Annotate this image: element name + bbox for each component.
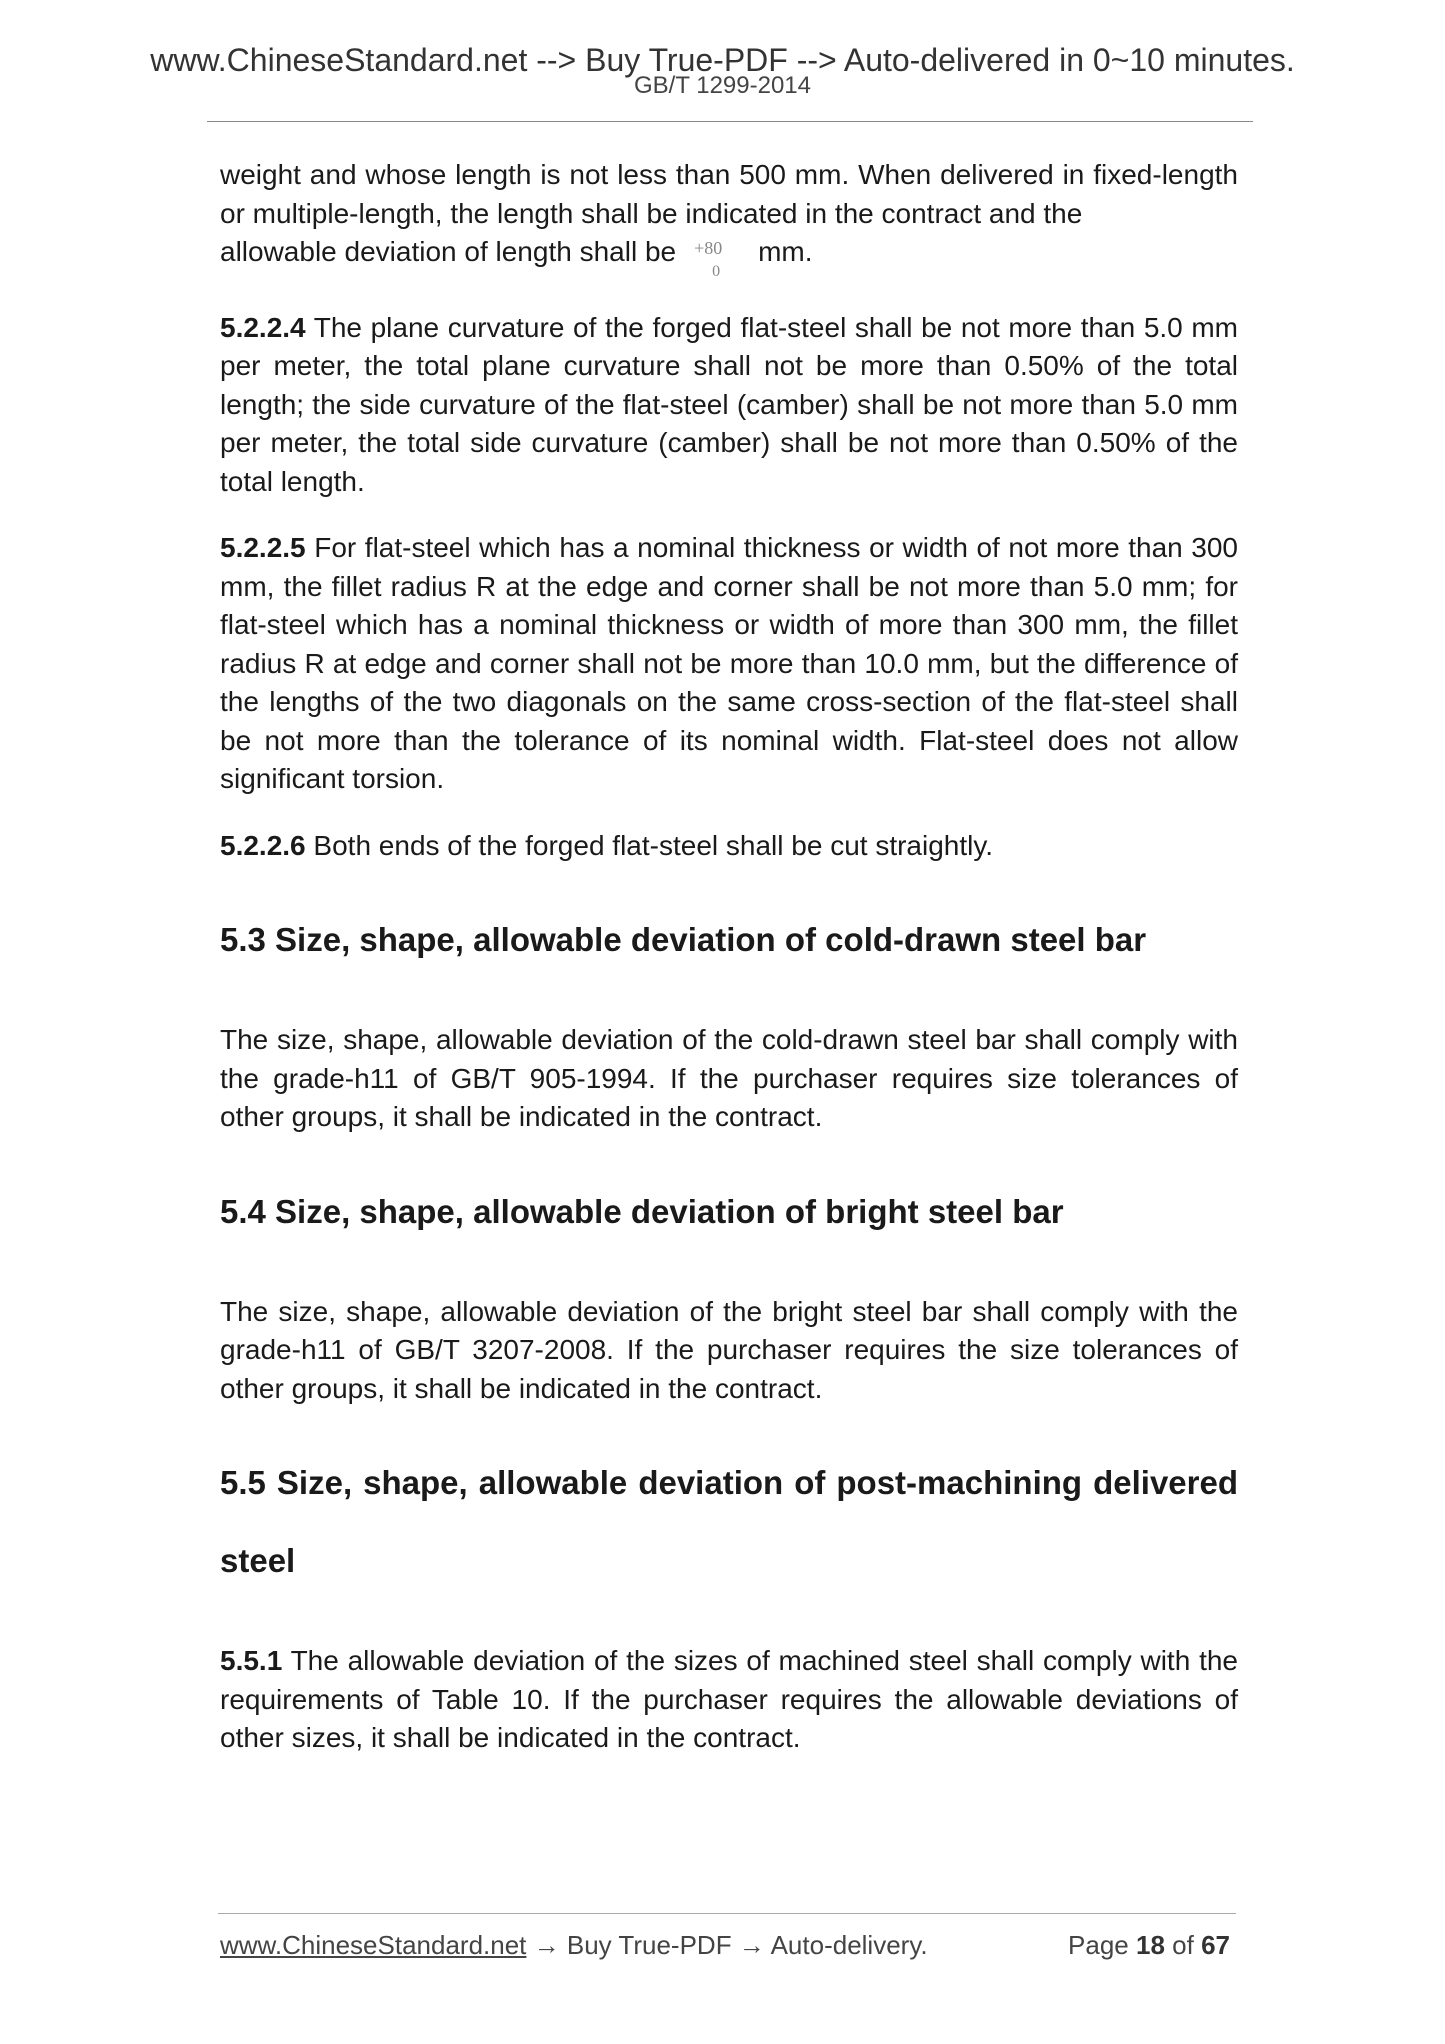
length-deviation-formula	[690, 235, 750, 280]
footer-tagline: → Buy True-PDF → Auto-delivery.	[533, 1930, 928, 1960]
clause-5-2-2-5	[220, 529, 1238, 799]
clause-number: 5.2.2.4	[220, 311, 306, 343]
section-heading-5-4: 5.4 Size, shape, allowable deviation of bright steel bar	[220, 1192, 1064, 1230]
of-label: of	[1172, 1930, 1194, 1960]
page-body	[220, 156, 1238, 1786]
section-heading-5-5: 5.5 Size, shape, allowable deviation of post-machining delivered steel	[220, 1464, 1238, 1580]
page-total: 67	[1201, 1930, 1230, 1960]
clause-5-5-1	[220, 1642, 1238, 1758]
clause-text: The plane curvature of the forged flat-steel shall be not more than 5.0 mm per meter, the total plane curvature shall not be more than 0.50% of the total length; the side curvature of the flat-steel (camber) shall be not more than 5.0 mm per meter, the total side curvature (camber) shall be not more than 0.50% of the total length.	[220, 311, 1238, 497]
deviation-upper: +80	[694, 237, 723, 258]
document-number: GB/T 1299-2014	[633, 72, 811, 99]
clause-text: For flat-steel which has a nominal thickness or width of not more than 300 mm, the fillet radius R at the edge and corner shall be not more than 5.0 mm; for flat-steel which has a nominal thickness or width of more than 300 mm, the fillet radius R at edge and corner shall not be more than 10.0 mm, but the difference of the lengths of the two diagonals on the same cross-section of the flat-steel shall be not more than the tolerance of its nominal width. Flat-steel does not allow significant torsion.	[220, 532, 1239, 795]
header-divider	[207, 121, 1253, 122]
paragraph-5-3: The size, shape, allowable deviation of the cold-drawn steel bar shall comply with the grade-h11 of GB/T 905-1994. If the purchaser requires size tolerances of other groups, it shall be indicated in the contract.	[220, 1024, 1238, 1133]
paragraph-text: weight and whose length is not less than 500 mm. When delivered in fixed-length or multiple-length, the length shall be indicated in the contract and the	[220, 159, 1238, 229]
page-indicator	[1068, 1928, 1230, 1962]
clause-number: 5.2.2.5	[220, 532, 306, 564]
clause-text: The allowable deviation of the sizes of machined steel shall comply with the requirements of Table 10. If the purchaser requires the allowable deviations of other sizes, it shall be indicated in the contract.	[220, 1645, 1238, 1754]
page-number: 18	[1136, 1930, 1165, 1960]
paragraph-5-4: The size, shape, allowable deviation of the bright steel bar shall comply with the grade-h11 of GB/T 3207-2008. If the purchaser requires the size tolerances of other groups, it shall be indicated in the contract.	[220, 1295, 1238, 1404]
deviation-lower: 0	[712, 262, 721, 280]
paragraph-text: allowable deviation of length shall be	[220, 236, 677, 267]
unit-text: mm.	[758, 236, 813, 267]
clause-5-2-2-6	[220, 827, 1238, 866]
section-heading-5-3: 5.3 Size, shape, allowable deviation of cold-drawn steel bar	[220, 921, 1147, 959]
footer-site-link[interactable]: www.ChineseStandard.net	[220, 1930, 527, 1960]
footer-divider	[218, 1913, 1236, 1914]
clause-text: Both ends of the forged flat-steel shall be cut straightly.	[313, 829, 994, 861]
clause-5-2-2-4	[220, 309, 1238, 502]
paragraph-length-delivery	[220, 156, 1238, 280]
clause-number: 5.5.1	[220, 1645, 283, 1677]
page-footer	[220, 1928, 1238, 1962]
clause-number: 5.2.2.6	[220, 829, 306, 861]
source-banner: www.ChineseStandard.net --> Buy True-PDF --> Auto-delivered in 0~10 minutes.	[150, 42, 1295, 78]
page-label: Page	[1068, 1930, 1129, 1960]
